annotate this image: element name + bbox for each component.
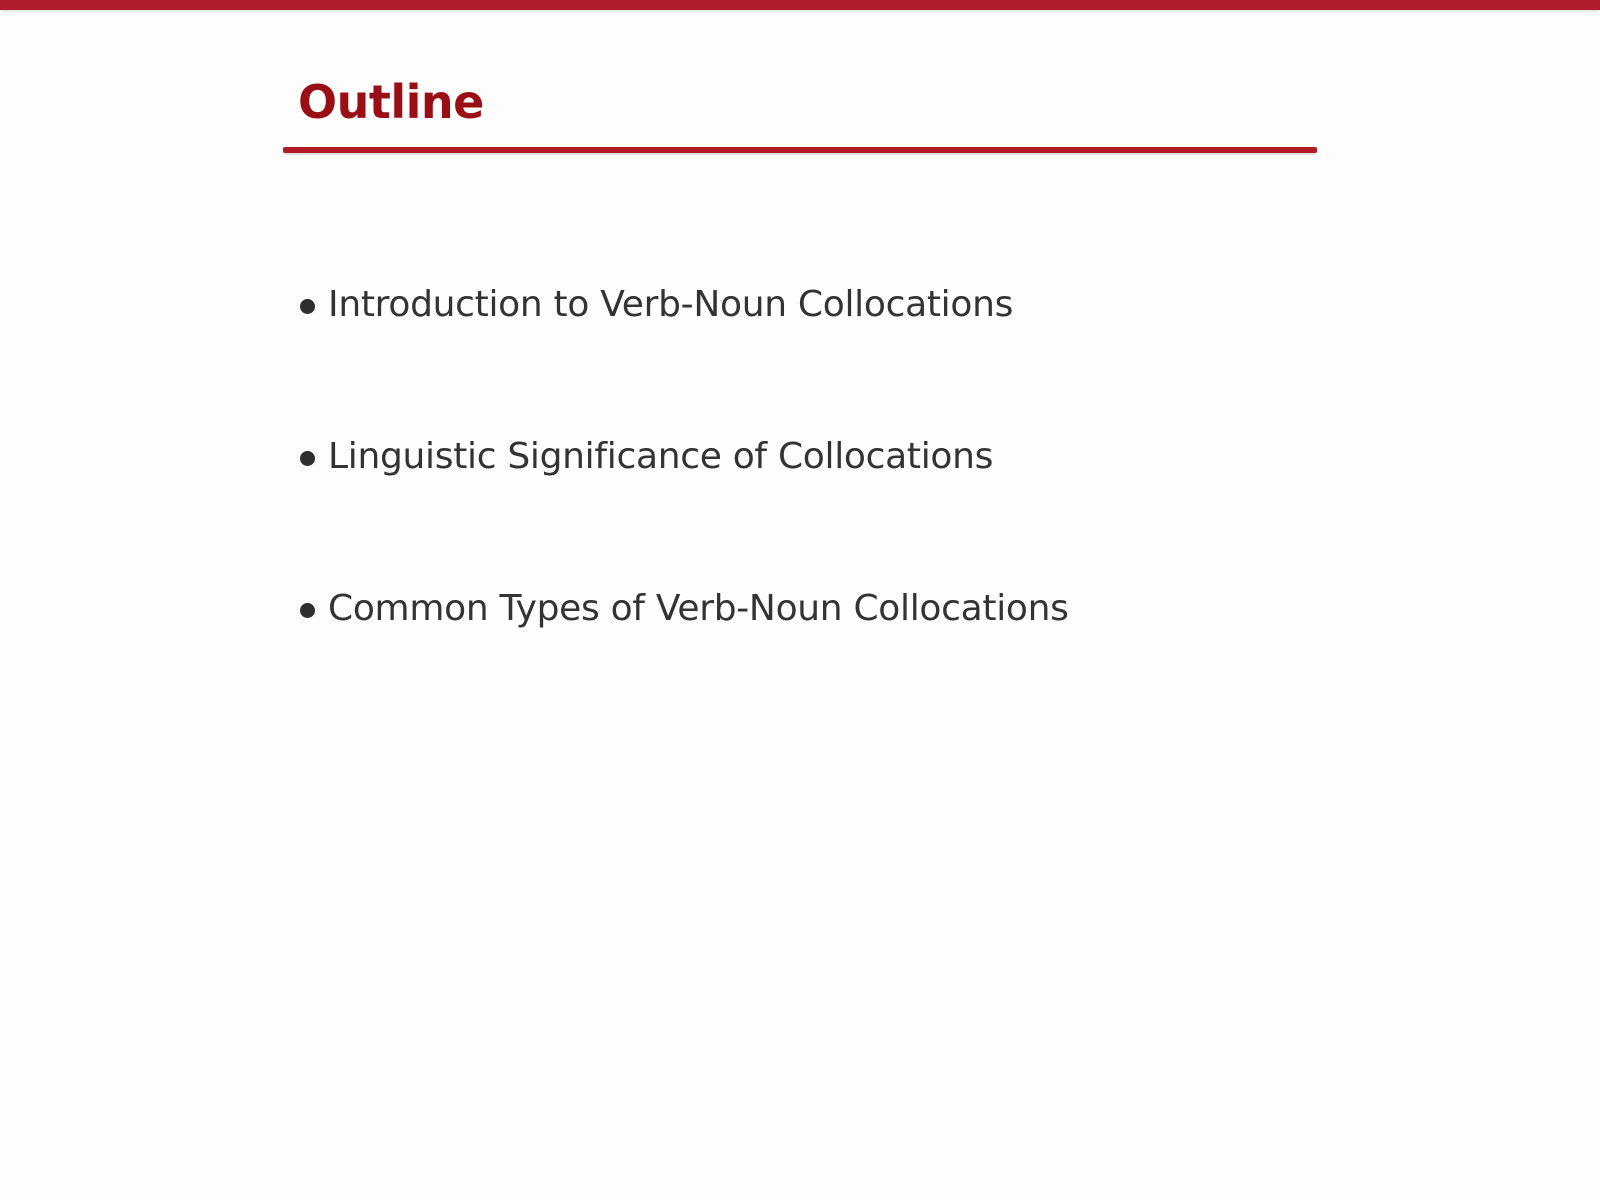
title-underline <box>283 147 1317 153</box>
slide-title: Outline <box>298 75 484 129</box>
top-accent-bar <box>0 0 1600 10</box>
bullet-dot-icon <box>300 451 315 466</box>
bullet-item <box>300 580 1069 732</box>
bullet-text-types: Common Types of Verb-Noun Collocations <box>328 588 1069 629</box>
bullet-item <box>300 428 1069 580</box>
bullet-list <box>300 276 1069 732</box>
bullet-dot-icon <box>300 299 315 314</box>
bullet-dot-icon <box>300 603 315 618</box>
bullet-text-significance: Linguistic Significance of Collocations <box>328 436 994 477</box>
bullet-text-introduction: Introduction to Verb-Noun Collocations <box>328 284 1014 325</box>
bullet-item <box>300 276 1069 428</box>
